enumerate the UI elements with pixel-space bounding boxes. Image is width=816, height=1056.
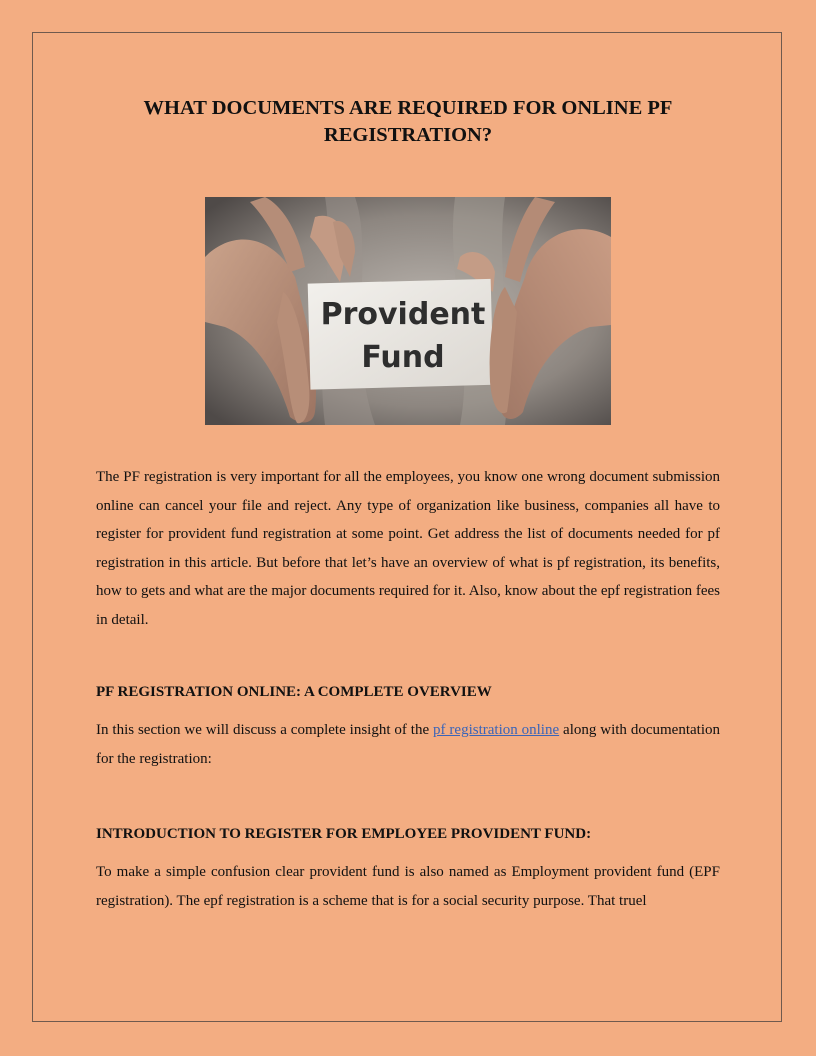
pf-registration-online-link[interactable]: pf registration online (433, 722, 560, 738)
page-title: WHAT DOCUMENTS ARE REQUIRED FOR ONLINE PF REGISTRATION? (143, 97, 673, 146)
card-text-line1: Provident (320, 297, 486, 332)
intro-paragraph: The PF registration is very important for all the employees, you know one wrong document submission online can cancel your file and reject. Any type of organization like business, companies all have to register for provident fund registration at some point. Get address the list of documents needed for pf registration in this article. But before that let’s have an overview of what is pf registration, its benefits, how to gets and what are the major documents required for it. Also, know about the epf registration fees in detail. (96, 469, 720, 628)
section-heading-introduction: INTRODUCTION TO REGISTER FOR EMPLOYEE PROVIDENT FUND: (96, 826, 592, 842)
introduction-paragraph: To make a simple confusion clear provident fund is also named as Employment provident fund (EPF registration). The epf registration is a scheme that is for a social security purpose. That truel (96, 864, 720, 909)
overview-text-after-link: along with documentation for the registration: (96, 722, 720, 767)
provident-fund-image (205, 197, 611, 425)
overview-text-before-link: In this section we will discuss a complete insight of the (96, 722, 434, 738)
card-text-line2: Fund (361, 340, 445, 375)
overview-paragraph (96, 716, 720, 773)
section-heading-overview: PF REGISTRATION ONLINE: A COMPLETE OVERVIEW (96, 684, 492, 700)
